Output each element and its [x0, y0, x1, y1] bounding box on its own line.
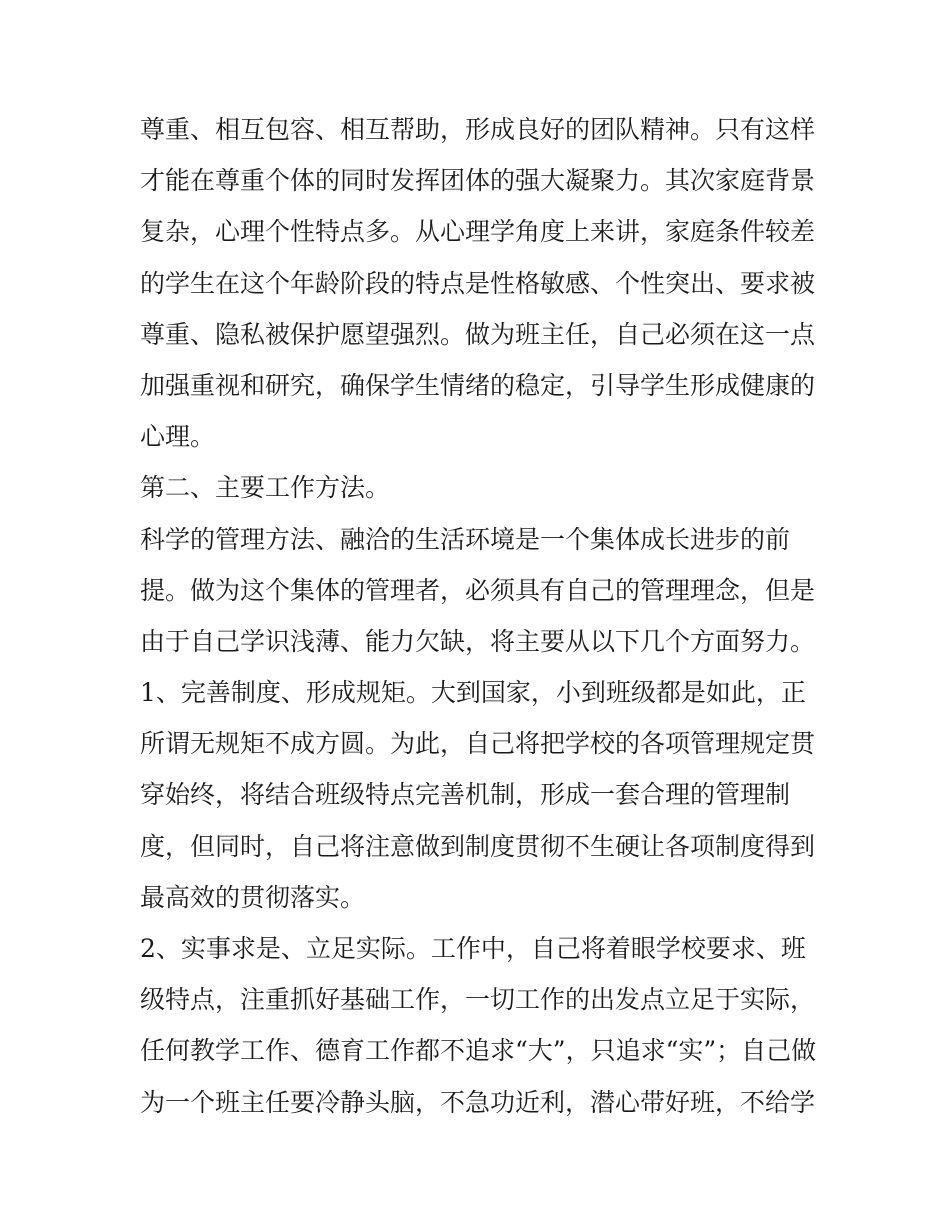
body-text: [140, 104, 820, 1128]
text-line: 科学的管理方法、融洽的生活环境是一个集体成长进步的前: [140, 524, 791, 554]
text-line: 由于自己学识浅薄、能力欠缺，将主要从以下几个方面努力。: [140, 626, 816, 656]
text-line: 心理。: [140, 422, 216, 452]
text-line: 任何教学工作、德育工作都不追求“大”，只追求“实”；自己做: [140, 1036, 817, 1066]
text-line: 复杂，心理个性特点多。从心理学角度上来讲，家庭条件较差: [140, 217, 816, 247]
text-line: 加强重视和研究，确保学生情绪的稳定，引导学生形成健康的: [140, 370, 816, 400]
text-line: 才能在尊重个体的同时发挥团体的强大凝聚力。其次家庭背景: [140, 166, 816, 196]
text-line: 级特点，注重抓好基础工作，一切工作的出发点立足于实际，: [140, 985, 816, 1015]
text-line: 穿始终，将结合班级特点完善机制，形成一套合理的管理制: [140, 780, 791, 810]
text-line: 最高效的贯彻落实。: [140, 882, 366, 912]
text-line: 为一个班主任要冷静头脑，不急功近利，潜心带好班，不给学: [140, 1087, 816, 1117]
text-line: 尊重、隐私被保护愿望强烈。做为班主任，自己必须在这一点: [140, 319, 816, 349]
text-line: 所谓无规矩不成方圆。为此，自己将把学校的各项管理规定贯: [140, 729, 816, 759]
text-line: 尊重、相互包容、相互帮助，形成良好的团队精神。只有这样: [140, 115, 816, 144]
list-item-2-start: 2、实事求是、立足实际。工作中，自己将着眼学校要求、班: [140, 934, 806, 963]
section-heading: 第二、主要工作方法。: [140, 473, 391, 503]
text-line: 提。做为这个集体的管理者，必须具有自己的管理理念，但是: [140, 575, 816, 605]
text-line: 度，但同时，自己将注意做到制度贯彻不生硬让各项制度得到: [140, 831, 816, 861]
list-item-1-start: 1、完善制度、形成规矩。大到国家，小到班级都是如此，正: [140, 678, 806, 708]
text-line: 的学生在这个年龄阶段的特点是性格敏感、个性突出、要求被: [140, 268, 816, 298]
